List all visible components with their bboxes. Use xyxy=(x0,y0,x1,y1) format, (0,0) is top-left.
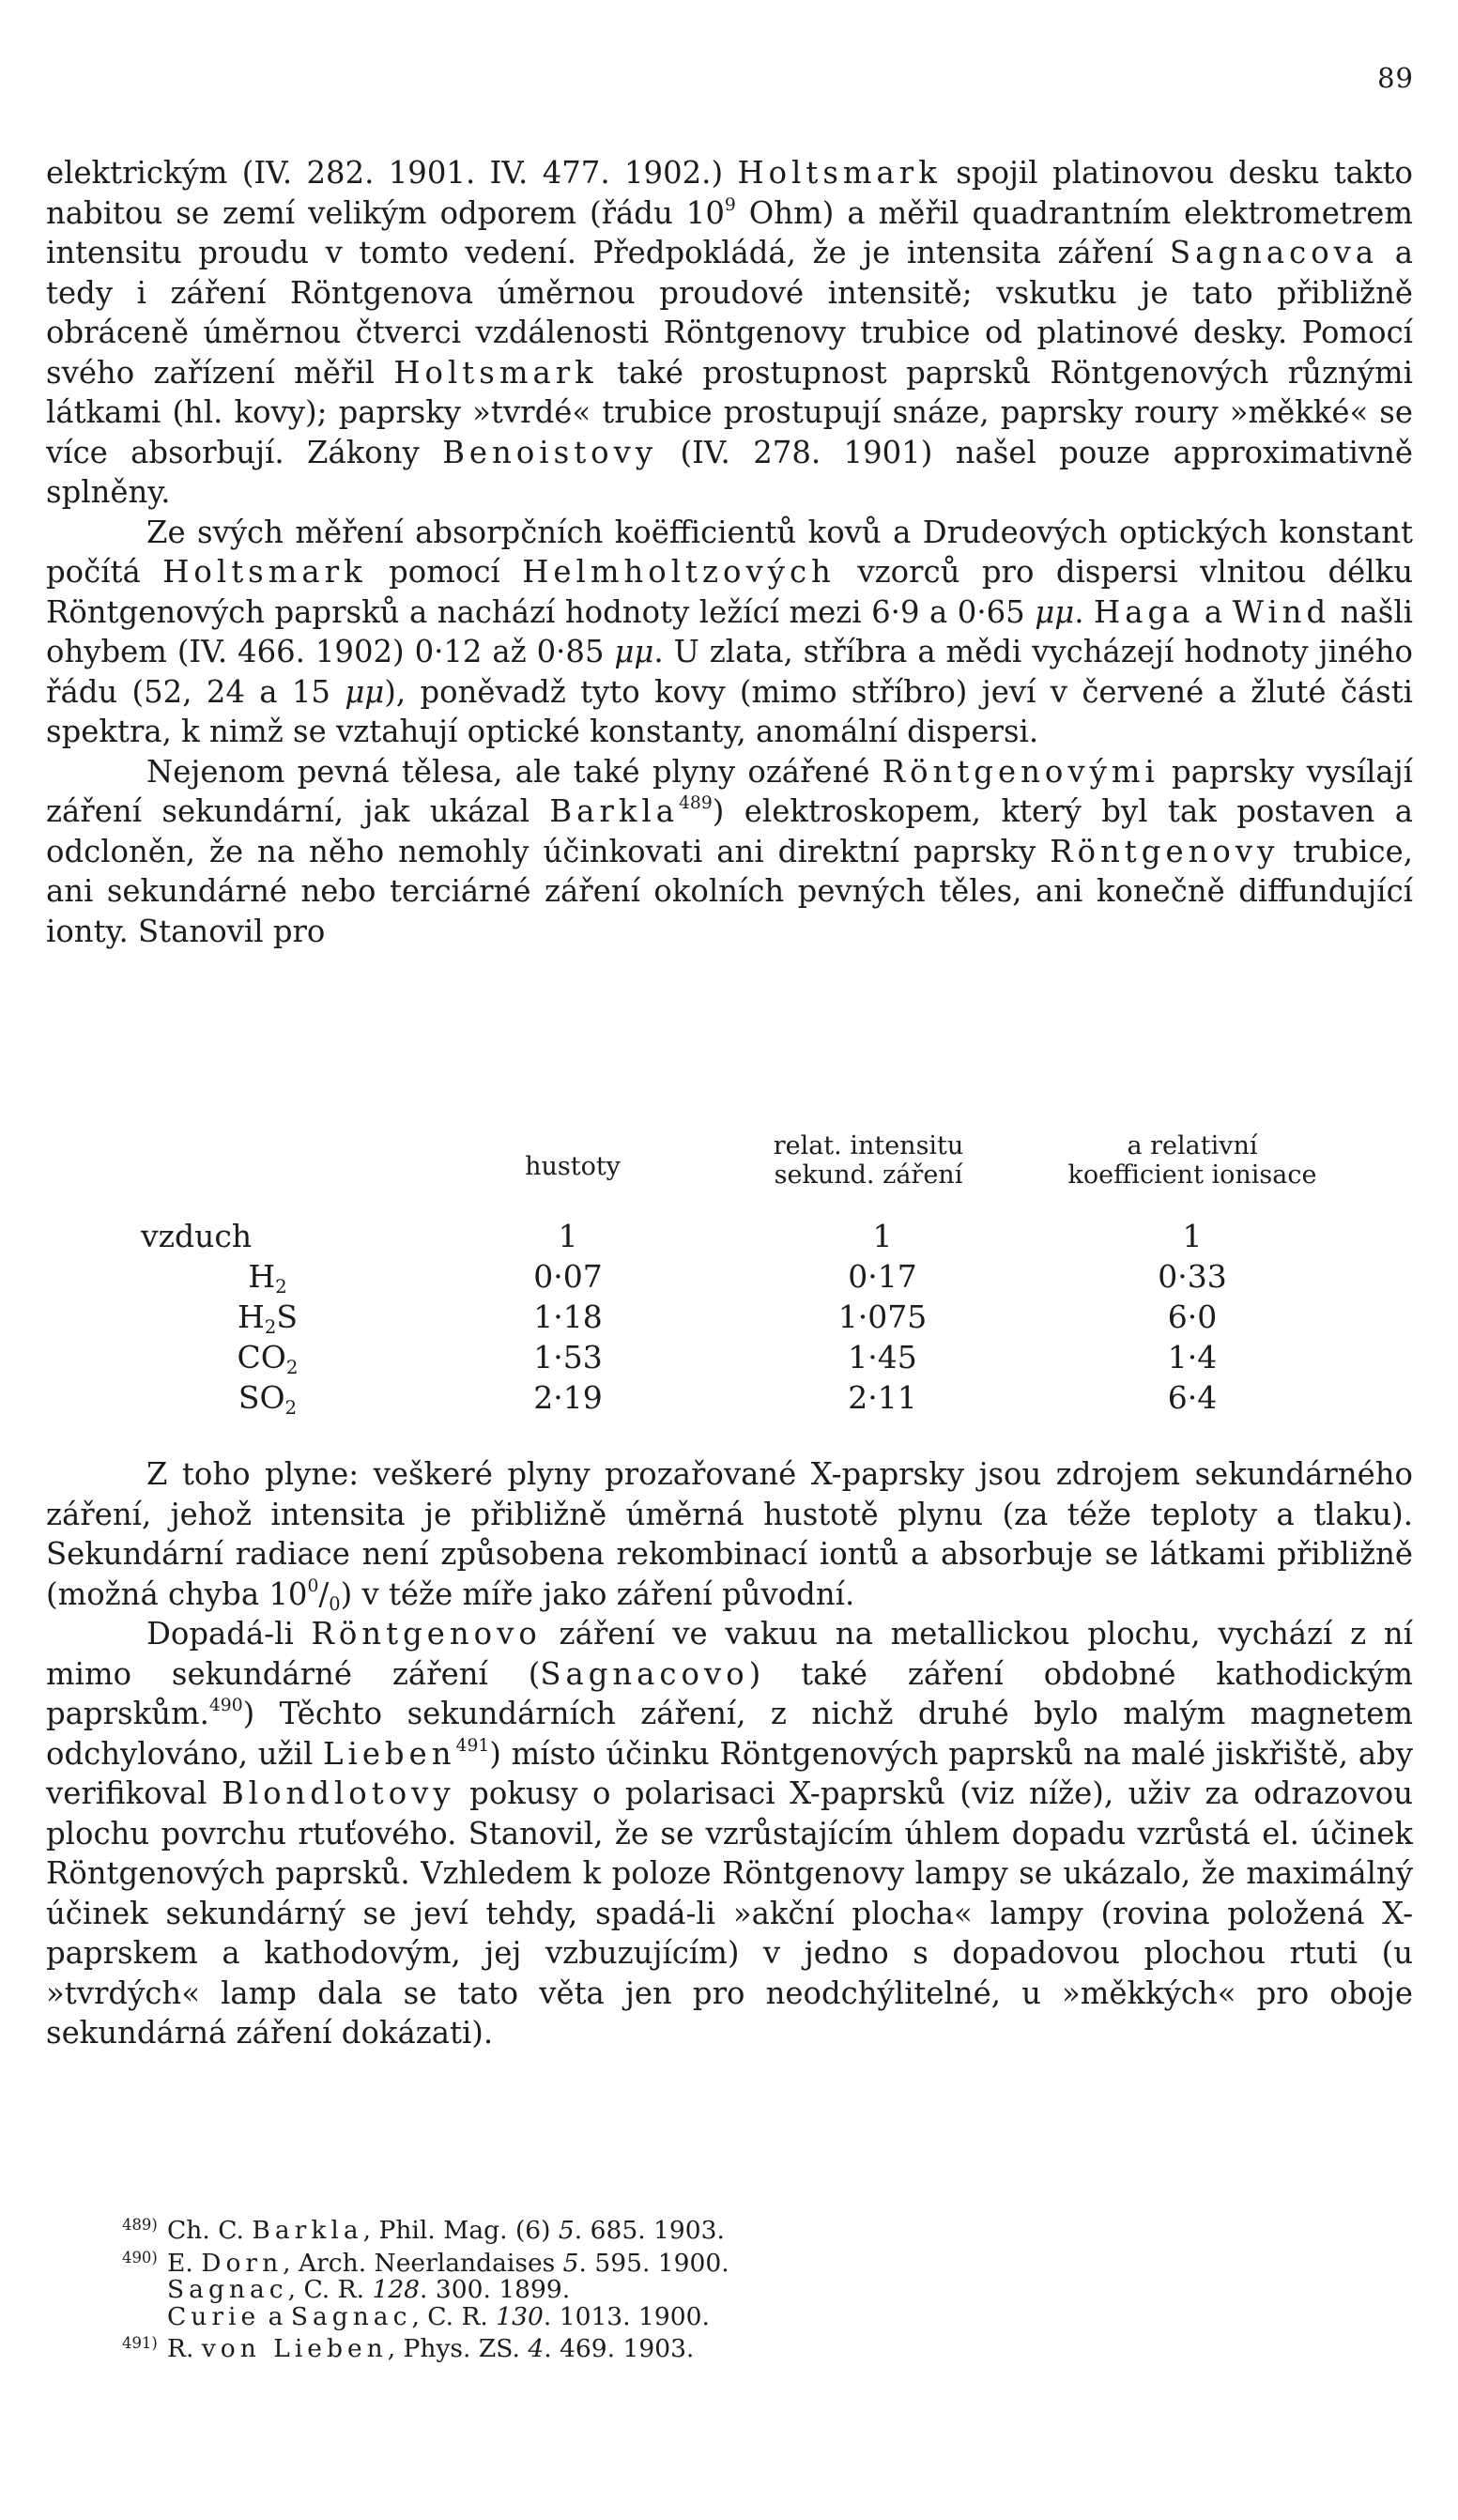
spaced-name: Barkla xyxy=(252,2216,363,2246)
text-run: Ch. C. xyxy=(167,2216,253,2246)
footnote xyxy=(122,2212,1294,2246)
paragraph xyxy=(46,513,1413,752)
italic-text: μμ xyxy=(614,634,654,669)
subscript: 0 xyxy=(329,1592,341,1615)
spaced-name: Blondlotovy xyxy=(222,1775,455,1811)
cell-coefficient: 0·33 xyxy=(1158,1258,1227,1295)
paragraph xyxy=(46,1614,1413,2053)
footnote xyxy=(167,2277,1294,2304)
italic-text: 5 xyxy=(562,2248,579,2278)
paragraph xyxy=(46,153,1413,513)
footnote-marker: 489) xyxy=(122,2216,158,2234)
table-row xyxy=(141,1337,1408,1377)
header-ionisation-coefficient-line2: koefficient ionisace xyxy=(1067,1160,1317,1190)
spaced-name: Barkla xyxy=(549,793,680,829)
superscript: 490 xyxy=(208,1695,243,1715)
text-run: . xyxy=(1074,593,1095,630)
cell-density: 1 xyxy=(558,1218,578,1254)
gas-formula-tail: S xyxy=(276,1298,298,1335)
text-run: ) Těchto sekundárních záření, z nichž druhé bylo malým magnetem odchylováno, užil xyxy=(46,1696,1413,1772)
text-run: Nejenom pevná tělesa, ale také plyny ozářené xyxy=(146,753,882,790)
text-run: paprsky vysílají záření sekundární, jak ukázal xyxy=(46,753,1414,829)
cell-intensity: 2·11 xyxy=(848,1379,917,1416)
spaced-name: Curie xyxy=(167,2301,261,2331)
cell-coefficient: 6·4 xyxy=(1167,1379,1218,1416)
text-run: ) místo účinku Röntgenových paprsků na malé jiskřiště, aby verifikoval xyxy=(46,1735,1413,1811)
text-run: . 595. 1900. xyxy=(578,2248,729,2278)
gas-name xyxy=(174,1377,361,1418)
cell-intensity: 0·17 xyxy=(848,1258,917,1295)
superscript: 9 xyxy=(724,194,736,215)
gas-name xyxy=(174,1256,361,1297)
spaced-name: von Lieben xyxy=(201,2334,388,2364)
cell-coefficient: 6·0 xyxy=(1167,1298,1218,1335)
italic-text: 130 xyxy=(496,2301,544,2331)
spaced-name: Benoistovy xyxy=(442,434,658,470)
spaced-name: Holtsmark xyxy=(737,155,942,191)
cell-intensity: 1 xyxy=(872,1218,893,1254)
text-run: ) elektroskopem, který byl tak postaven a odcloněn, že na něho nemohly účinkovati ani direktní paprsky xyxy=(46,793,1413,869)
spaced-name: Sagnac xyxy=(290,2301,412,2331)
header-relative-intensity-line1: relat. intensitu xyxy=(773,1131,964,1160)
text-run: také prostupnost paprsků Röntgenových různými látkami (hl. kovy); paprsky »tvrdé« trubice prostupují snáze, paprsky roury »měkké« se více absorbují. Zákony xyxy=(46,354,1413,470)
italic-text: 5 xyxy=(558,2216,575,2246)
spaced-name: Helmholtzových xyxy=(522,554,836,590)
superscript: 0 xyxy=(307,1575,319,1596)
spaced-name: Sagnacova xyxy=(1170,235,1379,270)
text-run: (IV. 278. 1901) našel pouze approximativně splněny. xyxy=(46,434,1413,510)
spaced-name: Dorn xyxy=(201,2248,284,2278)
text-run: ) také záření obdobné kathodickým paprskům. xyxy=(46,1655,1413,1731)
gas-formula: SO xyxy=(238,1379,285,1416)
header-relative-intensity xyxy=(732,1131,1005,1190)
text-run: , Phil. Mag. (6) xyxy=(362,2216,559,2246)
footnote-marker: 490) xyxy=(122,2248,158,2266)
text-run: ) v téže míře jako záření původní. xyxy=(340,1575,855,1612)
gas-name xyxy=(174,1297,361,1337)
table-header xyxy=(141,1131,1408,1216)
text-run: . 300. 1899. xyxy=(420,2275,571,2305)
table-row xyxy=(141,1216,1408,1256)
cell-coefficient: 1 xyxy=(1182,1218,1203,1254)
text-run: , Arch. Neerlandaises xyxy=(283,2248,563,2278)
spaced-name: Holtsmark xyxy=(162,554,367,590)
spaced-name: Holtsmark xyxy=(393,354,598,391)
text-run: ), poněvadž tyto kovy (mimo stříbro) jeví v červené a žluté části spektra, k nimž se vztahují optické konstanty, anomální dispersi. xyxy=(46,673,1414,749)
italic-text: μμ xyxy=(345,673,385,710)
text-run: a xyxy=(1194,593,1233,630)
cell-density: 1·53 xyxy=(533,1339,603,1375)
text-run: spojil platinovou desku takto nabitou se zemí velikým odporem (řádu 10 xyxy=(46,155,1413,231)
text-run: a tedy i záření Röntgenova úměrnou proudové intensitě; vskutku je tato přibližně obráceně úměrnou čtverci vzdálenosti Röntgenovy trubice od platinové desky. Pomocí svého zařízení měřil xyxy=(46,235,1413,391)
gas-name xyxy=(141,1216,310,1256)
text-run: pokusy o polarisaci X-paprsků (viz níže), uživ za odrazovou plochu povrchu rtuťového. Stanovil, že se vzrůstajícím úhlem dopadu vzrůstá el. účinek Röntgenových paprsků. Vzhledem k poloze Röntgenovy lampy se ukázalo, že maximálný účinek sekundárný se jeví tehdy, spadá-li »akční plocha« lampy (rovina položená X-paprskem a kathodovým, jej vzbuzujícím) v jedno s dopadovou plochou rtuti (u »tvrdých« lamp dala se tato věta jen pro neodchýlitelné, u »měkkých« pro oboje sekundárná záření dokázati). xyxy=(46,1775,1413,2051)
gas-table xyxy=(141,1131,1408,1418)
text-run: R. xyxy=(167,2334,202,2364)
header-ionisation-coefficient-line1: a relativní xyxy=(1127,1131,1258,1160)
cell-density: 1·18 xyxy=(533,1298,603,1335)
spaced-name: Haga xyxy=(1094,593,1195,630)
spaced-name: Röntgenovými xyxy=(882,753,1159,790)
gas-formula: H xyxy=(238,1298,265,1335)
paragraph xyxy=(46,1454,1413,1614)
text-run: záření ve vakuu na metallickou plochu, vychází z ní mimo sekundárné záření ( xyxy=(46,1616,1413,1692)
header-relative-intensity-line2: sekund. záření xyxy=(774,1160,963,1190)
text-run: pomocí xyxy=(366,554,523,590)
text-run: . 685. 1903. xyxy=(574,2216,725,2246)
text-run: trubice, ani sekundárné nebo terciárné záření okolních pevných těles, ani konečně diffundující ionty. Stanovil pro xyxy=(46,833,1413,949)
superscript: 491 xyxy=(455,1735,490,1756)
header-hustoty: hustoty xyxy=(525,1152,621,1181)
gas-subscript: 2 xyxy=(264,1315,277,1338)
gas-subscript: 2 xyxy=(275,1275,287,1298)
footnote xyxy=(167,2301,1294,2331)
text-block-top xyxy=(46,153,1413,951)
text-run: Z toho plyne: veškeré plyny prozařované X-paprsky jsou zdrojem sekundárného záření, jehož intensita je přibližně úměrná hustotě plynu (za téže teploty a tlaku). Sekundární radiace není způsobena rekombinací iontů a absorbuje se látkami přibližně (možná chyba 10 xyxy=(46,1456,1413,1612)
cell-coefficient: 1·4 xyxy=(1167,1339,1218,1375)
italic-text: μμ xyxy=(1035,593,1075,630)
text-run: , Phys. ZS. xyxy=(387,2334,529,2364)
spaced-name: Sagnac xyxy=(167,2275,288,2305)
footnote-marker: 491) xyxy=(122,2334,158,2353)
header-ionisation-coefficient xyxy=(1042,1131,1343,1190)
cell-intensity: 1·075 xyxy=(837,1298,928,1335)
page-number: 89 xyxy=(1377,62,1414,94)
text-run: . U zlata, stříbra a mědi vycházejí hodnoty jiného řádu (52, 24 a 15 xyxy=(46,634,1413,710)
italic-text: 128 xyxy=(372,2275,421,2305)
gas-formula: H xyxy=(248,1258,276,1295)
italic-text: 4 xyxy=(528,2334,545,2364)
gas-subscript: 2 xyxy=(285,1356,299,1378)
text-run: Ze svých měření absorpčních koëfficientů kovů a Drudeových optických konstant počítá xyxy=(46,514,1413,590)
text-run: vzorců pro dispersi vlnitou délku Röntgenových paprsků a nachází hodnoty ležící mezi 6·9 a 0·65 xyxy=(46,554,1413,630)
gas-name xyxy=(174,1337,361,1377)
paragraph xyxy=(46,752,1413,952)
cell-intensity: 1·45 xyxy=(848,1339,917,1375)
text-run: Dopadá-li xyxy=(146,1616,312,1652)
text-run: . 1013. 1900. xyxy=(543,2301,710,2331)
superscript: 489 xyxy=(679,792,713,813)
table-row xyxy=(141,1256,1408,1297)
spaced-name: Sagnacovo xyxy=(540,1655,749,1692)
text-run: , C. R. xyxy=(411,2301,497,2331)
table-row xyxy=(141,1297,1408,1337)
text-run: a xyxy=(260,2301,291,2331)
spaced-name: Lieben xyxy=(323,1735,456,1772)
text-run: . 469. 1903. xyxy=(544,2334,695,2364)
cell-density: 0·07 xyxy=(533,1258,603,1295)
text-run: / xyxy=(318,1575,330,1612)
footnote xyxy=(122,2330,1294,2364)
footnotes xyxy=(122,2212,1294,2364)
spaced-name: Wind xyxy=(1232,593,1331,630)
gas-formula: CO xyxy=(237,1339,286,1375)
text-run: , C. R. xyxy=(287,2275,373,2305)
text-run: E. xyxy=(167,2248,202,2278)
footnote xyxy=(122,2245,1294,2278)
cell-density: 2·19 xyxy=(533,1379,603,1416)
text-run: Ohm) a měřil quadrantním elektrometrem intensitu proudu v tomto vedení. Předpokládá, že je intensita záření xyxy=(46,194,1413,270)
text-block-bottom xyxy=(46,1454,1413,2053)
table-row xyxy=(141,1377,1408,1418)
gas-subscript: 2 xyxy=(284,1396,298,1419)
gas-formula: vzduch xyxy=(141,1218,253,1254)
text-run: našli ohybem (IV. 466. 1902) 0·12 až 0·85 xyxy=(46,593,1413,669)
text-run: elektrickým (IV. 282. 1901. IV. 477. 1902.) xyxy=(46,155,738,191)
spaced-name: Röntgenovy xyxy=(1050,833,1280,869)
spaced-name: Röntgenovo xyxy=(311,1616,542,1652)
table-body xyxy=(141,1216,1408,1418)
